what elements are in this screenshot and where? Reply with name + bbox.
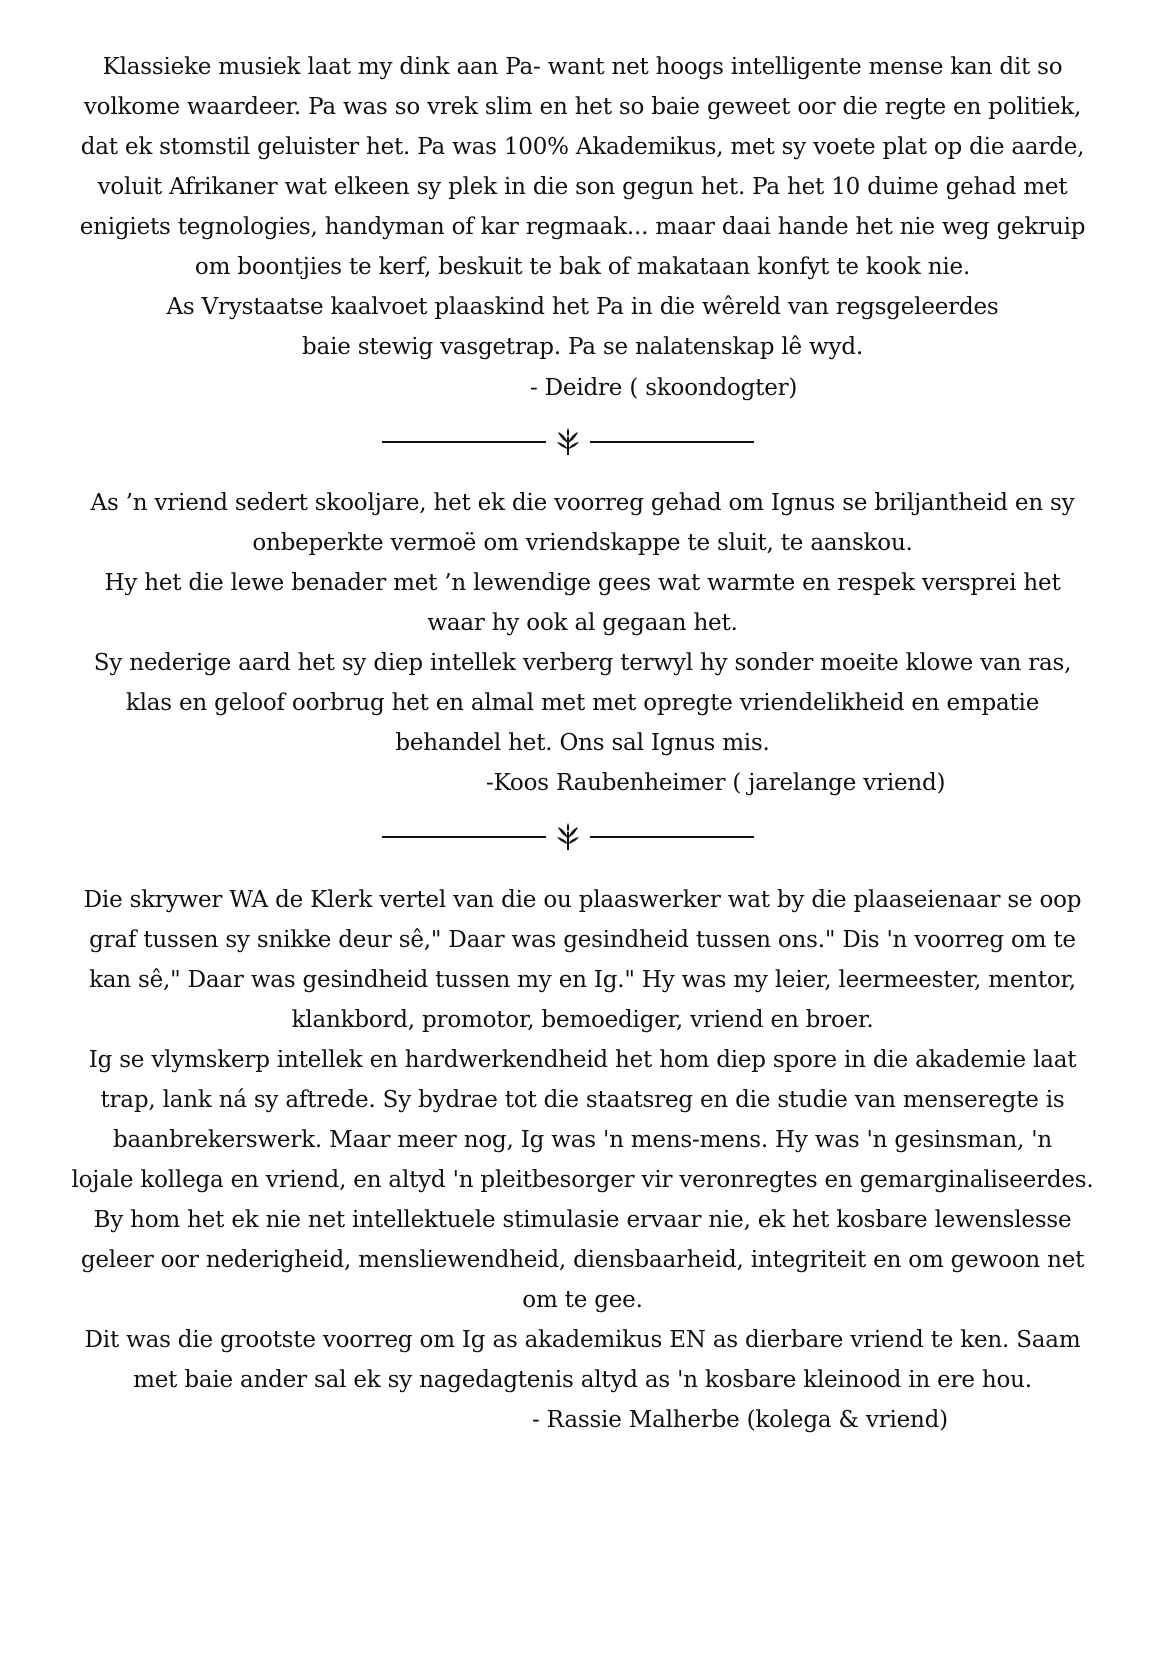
- divider-rule-left: [382, 836, 546, 838]
- tribute-3-line-4: klankbord, promotor, bemoediger, vriend en broer.: [291, 1007, 874, 1033]
- tribute-3-line-11: om te gee.: [522, 1287, 643, 1313]
- tribute-1-line-1: Klassieke musiek laat my dink aan Pa- want net hoogs intelligente mense kan dit so: [102, 54, 1063, 80]
- tribute-3-line-13: met baie ander sal ek sy nagedagtenis altyd as 'n kosbare kleinood in ere hou.: [133, 1367, 1032, 1393]
- tribute-2-line-6: klas en geloof oorbrug het en almal met met opregte vriendelikheid en empatie: [125, 690, 1040, 716]
- tribute-1-line-8: baie stewig vasgetrap. Pa se nalatenskap lê wyd.: [302, 334, 863, 360]
- leaf-ornament-icon: [554, 822, 582, 852]
- divider-rule-right: [590, 836, 754, 838]
- tribute-3-line-2: graf tussen sy snikke deur sê," Daar was gesindheid tussen ons." Dis 'n voorreg om te: [89, 927, 1076, 953]
- tribute-1-line-7: As Vrystaatse kaalvoet plaaskind het Pa in die wêreld van regsgeleerdes: [166, 294, 999, 320]
- tribute-2-line-1: As ’n vriend sedert skooljare, het ek die voorreg gehad om Ignus se briljantheid en sy: [90, 490, 1075, 516]
- tribute-2-signature: -Koos Raubenheimer ( jarelange vriend): [486, 770, 946, 796]
- tribute-2-line-5: Sy nederige aard het sy diep intellek verberg terwyl hy sonder moeite klowe van ras,: [93, 650, 1072, 676]
- tribute-3-line-8: lojale kollega en vriend, en altyd 'n pleitbesorger vir veronregtes en gemarginaliseerdes.: [71, 1167, 1094, 1193]
- divider-rule-right: [590, 441, 754, 443]
- tribute-1-line-4: voluit Afrikaner wat elkeen sy plek in die son gegun het. Pa het 10 duime gehad met: [97, 174, 1068, 200]
- leaf-ornament-icon: [554, 427, 582, 457]
- tribute-3-line-7: baanbrekerswerk. Maar meer nog, Ig was 'n mens-mens. Hy was 'n gesinsman, 'n: [113, 1127, 1052, 1153]
- tribute-1-line-2: volkome waardeer. Pa was so vrek slim en het so baie geweet oor die regte en politiek,: [83, 94, 1082, 120]
- tribute-1-line-6: om boontjies te kerf, beskuit te bak of makataan konfyt te kook nie.: [194, 254, 971, 280]
- tribute-1-signature: - Deidre ( skoondogter): [530, 375, 798, 401]
- tribute-2-line-7: behandel het. Ons sal Ignus mis.: [395, 730, 770, 756]
- tribute-2-line-4: waar hy ook al gegaan het.: [427, 610, 738, 636]
- tribute-3-line-1: Die skrywer WA de Klerk vertel van die ou plaaswerker wat by die plaaseienaar se oop: [83, 887, 1082, 913]
- tribute-3-line-3: kan sê," Daar was gesindheid tussen my en Ig." Hy was my leier, leermeester, mentor,: [89, 967, 1076, 993]
- section-divider-1: [382, 427, 754, 457]
- tribute-2-line-2: onbeperkte vermoë om vriendskappe te sluit, te aanskou.: [252, 530, 913, 556]
- tribute-1-line-5: enigiets tegnologies, handyman of kar regmaak... maar daai hande het nie weg gekruip: [79, 214, 1086, 240]
- section-divider-2: [382, 822, 754, 852]
- tribute-3-line-9: By hom het ek nie net intellektuele stimulasie ervaar nie, ek het kosbare lewenslesse: [93, 1207, 1072, 1233]
- tribute-1-line-3: dat ek stomstil geluister het. Pa was 100% Akademikus, met sy voete plat op die aarde,: [80, 134, 1085, 160]
- divider-rule-left: [382, 441, 546, 443]
- tribute-3-line-5: Ig se vlymskerp intellek en hardwerkendheid het hom diep spore in die akademie laat: [88, 1047, 1077, 1073]
- tribute-3-signature: - Rassie Malherbe (kolega & vriend): [532, 1407, 948, 1433]
- tribute-3-line-6: trap, lank ná sy aftrede. Sy bydrae tot die staatsreg en die studie van menseregte is: [100, 1087, 1065, 1113]
- tribute-3-line-12: Dit was die grootste voorreg om Ig as akademikus EN as dierbare vriend te ken. Saam: [84, 1327, 1081, 1353]
- tribute-3-line-10: geleer oor nederigheid, mensliewendheid, diensbaarheid, integriteit en om gewoon net: [80, 1247, 1085, 1273]
- tribute-2-line-3: Hy het die lewe benader met ’n lewendige gees wat warmte en respek versprei het: [104, 570, 1061, 596]
